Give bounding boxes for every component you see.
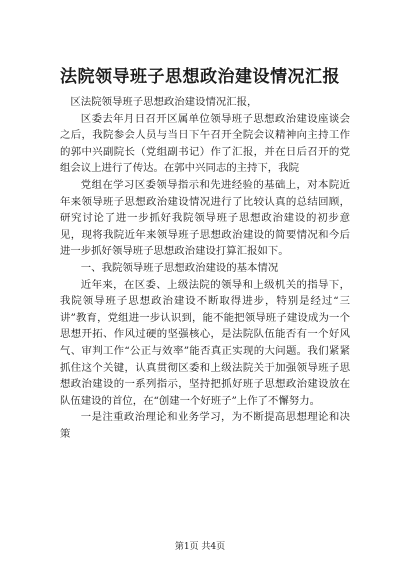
document-body <box>60 94 350 442</box>
body-paragraph: 近年来，在区委、上级法院的领导和上级机关的指导下，我院领导班子思想政治建设不断取得进步，特别是经过“三讲”教育，党组进一步认识到，能不能把领导班子建设成为一个思想开拓、作风过硬的坚强核心，是法院队伍能否有一个好风气、审判工作“公正与效率”能否真正实现的大问题。我们紧紧抓住这个关键，认真贯彻区委和上级法院关于加强领导班子思想政治建设的一系列指示，坚持把抓好班子思想政治建设放在队伍建设的首位，在“创建一个好班子”上作了不懈努力。 <box>60 278 350 407</box>
page-number-footer: 第1页 共4页 <box>174 542 226 552</box>
body-paragraph: 区委去年月日召开区属单位领导班子思想政治建设座谈会之后，我院参会人员与当日下午召开全院会议精神向主持工作的郭中兴副院长（党组副书记）作了汇报，并在日后召开的党组会议上进行了传达。在郭中兴同志的主持下，我院 <box>60 112 350 175</box>
body-paragraph: 一是注重政治理论和业务学习，为不断提高思想理论和决策 <box>60 411 350 440</box>
body-paragraph: 党组在学习区委领导指示和先进经验的基础上，对本院近年来领导班子思想政治建设情况进行了比较认真的总结回顾，研究讨论了进一步抓好我院领导班子思想政治建设的初步意见，现将我院近年来领导班子思想政治建设的简要情况和今后进一步抓好领导班子思想政治建设打算汇报如下。 <box>60 178 350 258</box>
document-title: 法院领导班子思想政治建设情况汇报 <box>60 67 340 87</box>
salutation-line: 区法院领导班子思想政治建设情况汇报， <box>70 96 258 108</box>
section-heading: 一、我院领导班子思想政治建设的基本情况 <box>80 261 279 274</box>
